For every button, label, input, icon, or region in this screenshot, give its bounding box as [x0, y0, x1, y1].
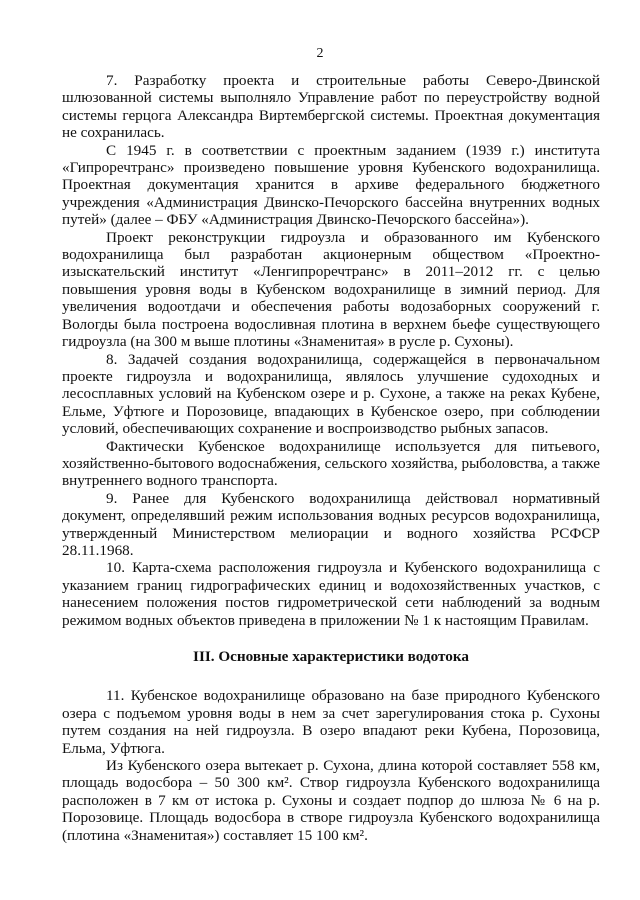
section-heading: III. Основные характеристики водотока: [193, 648, 469, 665]
paragraph-reconstruction-project: Проект реконструкции гидроузла и образованного им Кубенского водохранилища был разработан акционерным обществом «Проектно-изыскательский институт «Ленгипроречтранс» в 2011–2012 гг. с целью повышения уровня воды в Кубенском водохранилище в зимний период. Для увеличения водоотдачи и обеспечения работы водозаборных сооружений г. Вологды была построена водосливная плотина в верхнем бьефе существующего гидроузла (на 300 м выше плотины «Знаменитая» в русле р. Сухоны).: [62, 228, 600, 351]
paragraph-10: 10. Карта-схема расположения гидроузла и Кубенского водохранилища с указанием границ гидрографических единиц и водохозяйственных участков, с нанесением положения постов гидрометрической сети наблюдений за водным режимом водных объектов приведена в приложении № 1 к настоящим Правилам.: [62, 559, 600, 629]
paragraph-7: 7. Разработку проекта и строительные работы Северо-Двинской шлюзованной системы выполняло Управление работ по переустройству водной системы герцога Александра Виртембергской системы. Проектная документация не сохранилась.: [62, 72, 600, 142]
paragraph-9: 9. Ранее для Кубенского водохранилища действовал нормативный документ, определявший режим использования водных ресурсов водохранилища, утвержденный Министерством мелиорации и водного хозяйства РСФСР 28.11.1968.: [62, 489, 600, 559]
paragraph-sukhona: Из Кубенского озера вытекает р. Сухона, длина которой составляет 558 км, площадь водосбора – 50 300 км². Створ гидроузла Кубенского водохранилища расположен в 7 км от истока р. Сухоны и создает подпор до шлюза № 6 на р. Порозовице. Площадь водосбора в створе гидроузла Кубенского водохранилища (плотина «Знаменитая») составляет 15 100 км².: [62, 757, 600, 844]
paragraph-11: 11. Кубенское водохранилище образовано на базе природного Кубенского озера с подъемом уровня воды в нем за счет зарегулирования стока р. Сухоны путем создания на ней гидроузла. В озеро впадают реки Кубена, Порозовица, Ельма, Уфтюга.: [62, 687, 600, 757]
paragraph-actual-use: Фактически Кубенское водохранилище используется для питьевого, хозяйственно-бытового водоснабжения, сельского хозяйства, рыболовства, а также внутреннего водного транспорта.: [62, 437, 600, 490]
paragraph-1945: С 1945 г. в соответствии с проектным заданием (1939 г.) института «Гипроречтранс» произведено повышение уровня Кубенского водохранилища. Проектная документация хранится в архиве федерального бюджетного учреждения «Администрация Двинско-Печорского бассейна внутренних водных путей» (далее – ФБУ «Администрация Двинско-Печорского бассейна»).: [62, 141, 600, 229]
document-body: [62, 72, 600, 844]
page-number: 2: [316, 46, 324, 61]
paragraph-8: 8. Задачей создания водохранилища, содержащейся в первоначальном проекте гидроузла и водохранилища, являлось улучшение судоходных и лесосплавных условий на Кубенском озере и р. Сухоне, а также на реках Кубене, Ельме, Уфтюге и Порозовице, впадающих в Кубенское озеро, при соблюдении условий, обеспечивающих сохранение и воспроизводство рыбных запасов.: [62, 350, 600, 438]
